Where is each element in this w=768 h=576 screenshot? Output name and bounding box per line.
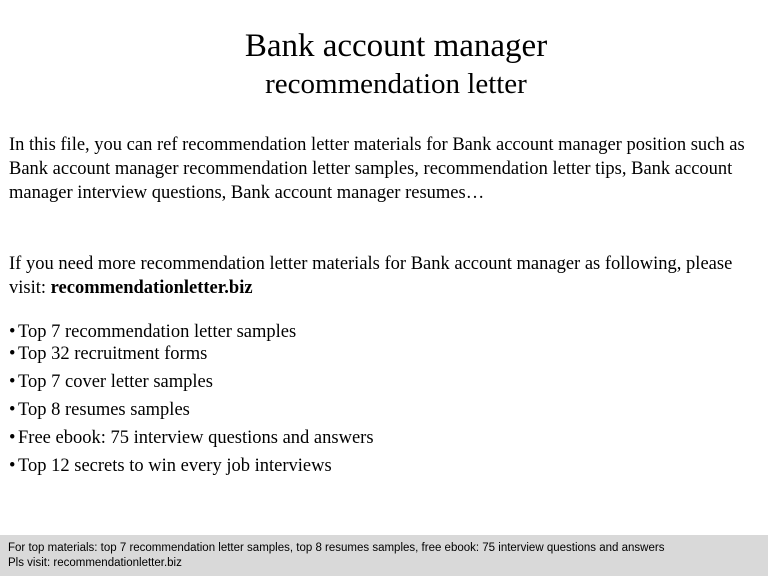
list-item-text: Top 8 resumes samples <box>18 400 190 420</box>
title-line-2: recommendation letter <box>265 68 527 100</box>
bullet-mark: • <box>9 400 16 420</box>
footer-visit-label: Pls visit: <box>8 557 54 569</box>
bullet-mark: • <box>9 344 16 364</box>
list-item <box>9 399 374 421</box>
list-item-text: Free ebook: 75 interview questions and answers <box>18 428 374 448</box>
footer-line-1: For top materials: top 7 recommendation letter samples, top 8 resumes samples, free ebook: 75 interview questions and answers <box>8 542 665 554</box>
list-item <box>9 371 374 393</box>
visit-text: If you need more recommendation letter materials for Bank account manager as following, please visit: <box>9 254 733 298</box>
materials-list <box>9 321 374 477</box>
list-item-text: Top 7 recommendation letter samples <box>18 322 297 342</box>
bullet-mark: • <box>9 322 16 342</box>
footer-banner <box>0 535 768 576</box>
list-item-text: Top 12 secrets to win every job interviews <box>18 456 332 476</box>
bullet-mark: • <box>9 372 16 392</box>
footer-line-2 <box>8 556 182 571</box>
visit-link[interactable]: recommendationletter.biz <box>50 278 253 298</box>
footer-link[interactable]: recommendationletter.biz <box>53 557 182 569</box>
bullet-mark: • <box>9 456 16 476</box>
list-item <box>9 427 374 449</box>
slide-title <box>0 26 768 102</box>
bullet-mark: • <box>9 428 16 448</box>
visit-paragraph <box>9 252 761 300</box>
list-item <box>9 321 374 343</box>
list-item <box>9 343 374 365</box>
list-item <box>9 455 374 477</box>
intro-paragraph: In this file, you can ref recommendation letter materials for Bank account manager position such as Bank account manager recommendation letter samples, recommendation letter tips, Bank account manager interview questions, Bank account manager resumes… <box>9 135 745 203</box>
list-item-text: Top 7 cover letter samples <box>18 372 213 392</box>
title-line-1: Bank account manager <box>244 28 548 64</box>
list-item-text: Top 32 recruitment forms <box>18 344 208 364</box>
